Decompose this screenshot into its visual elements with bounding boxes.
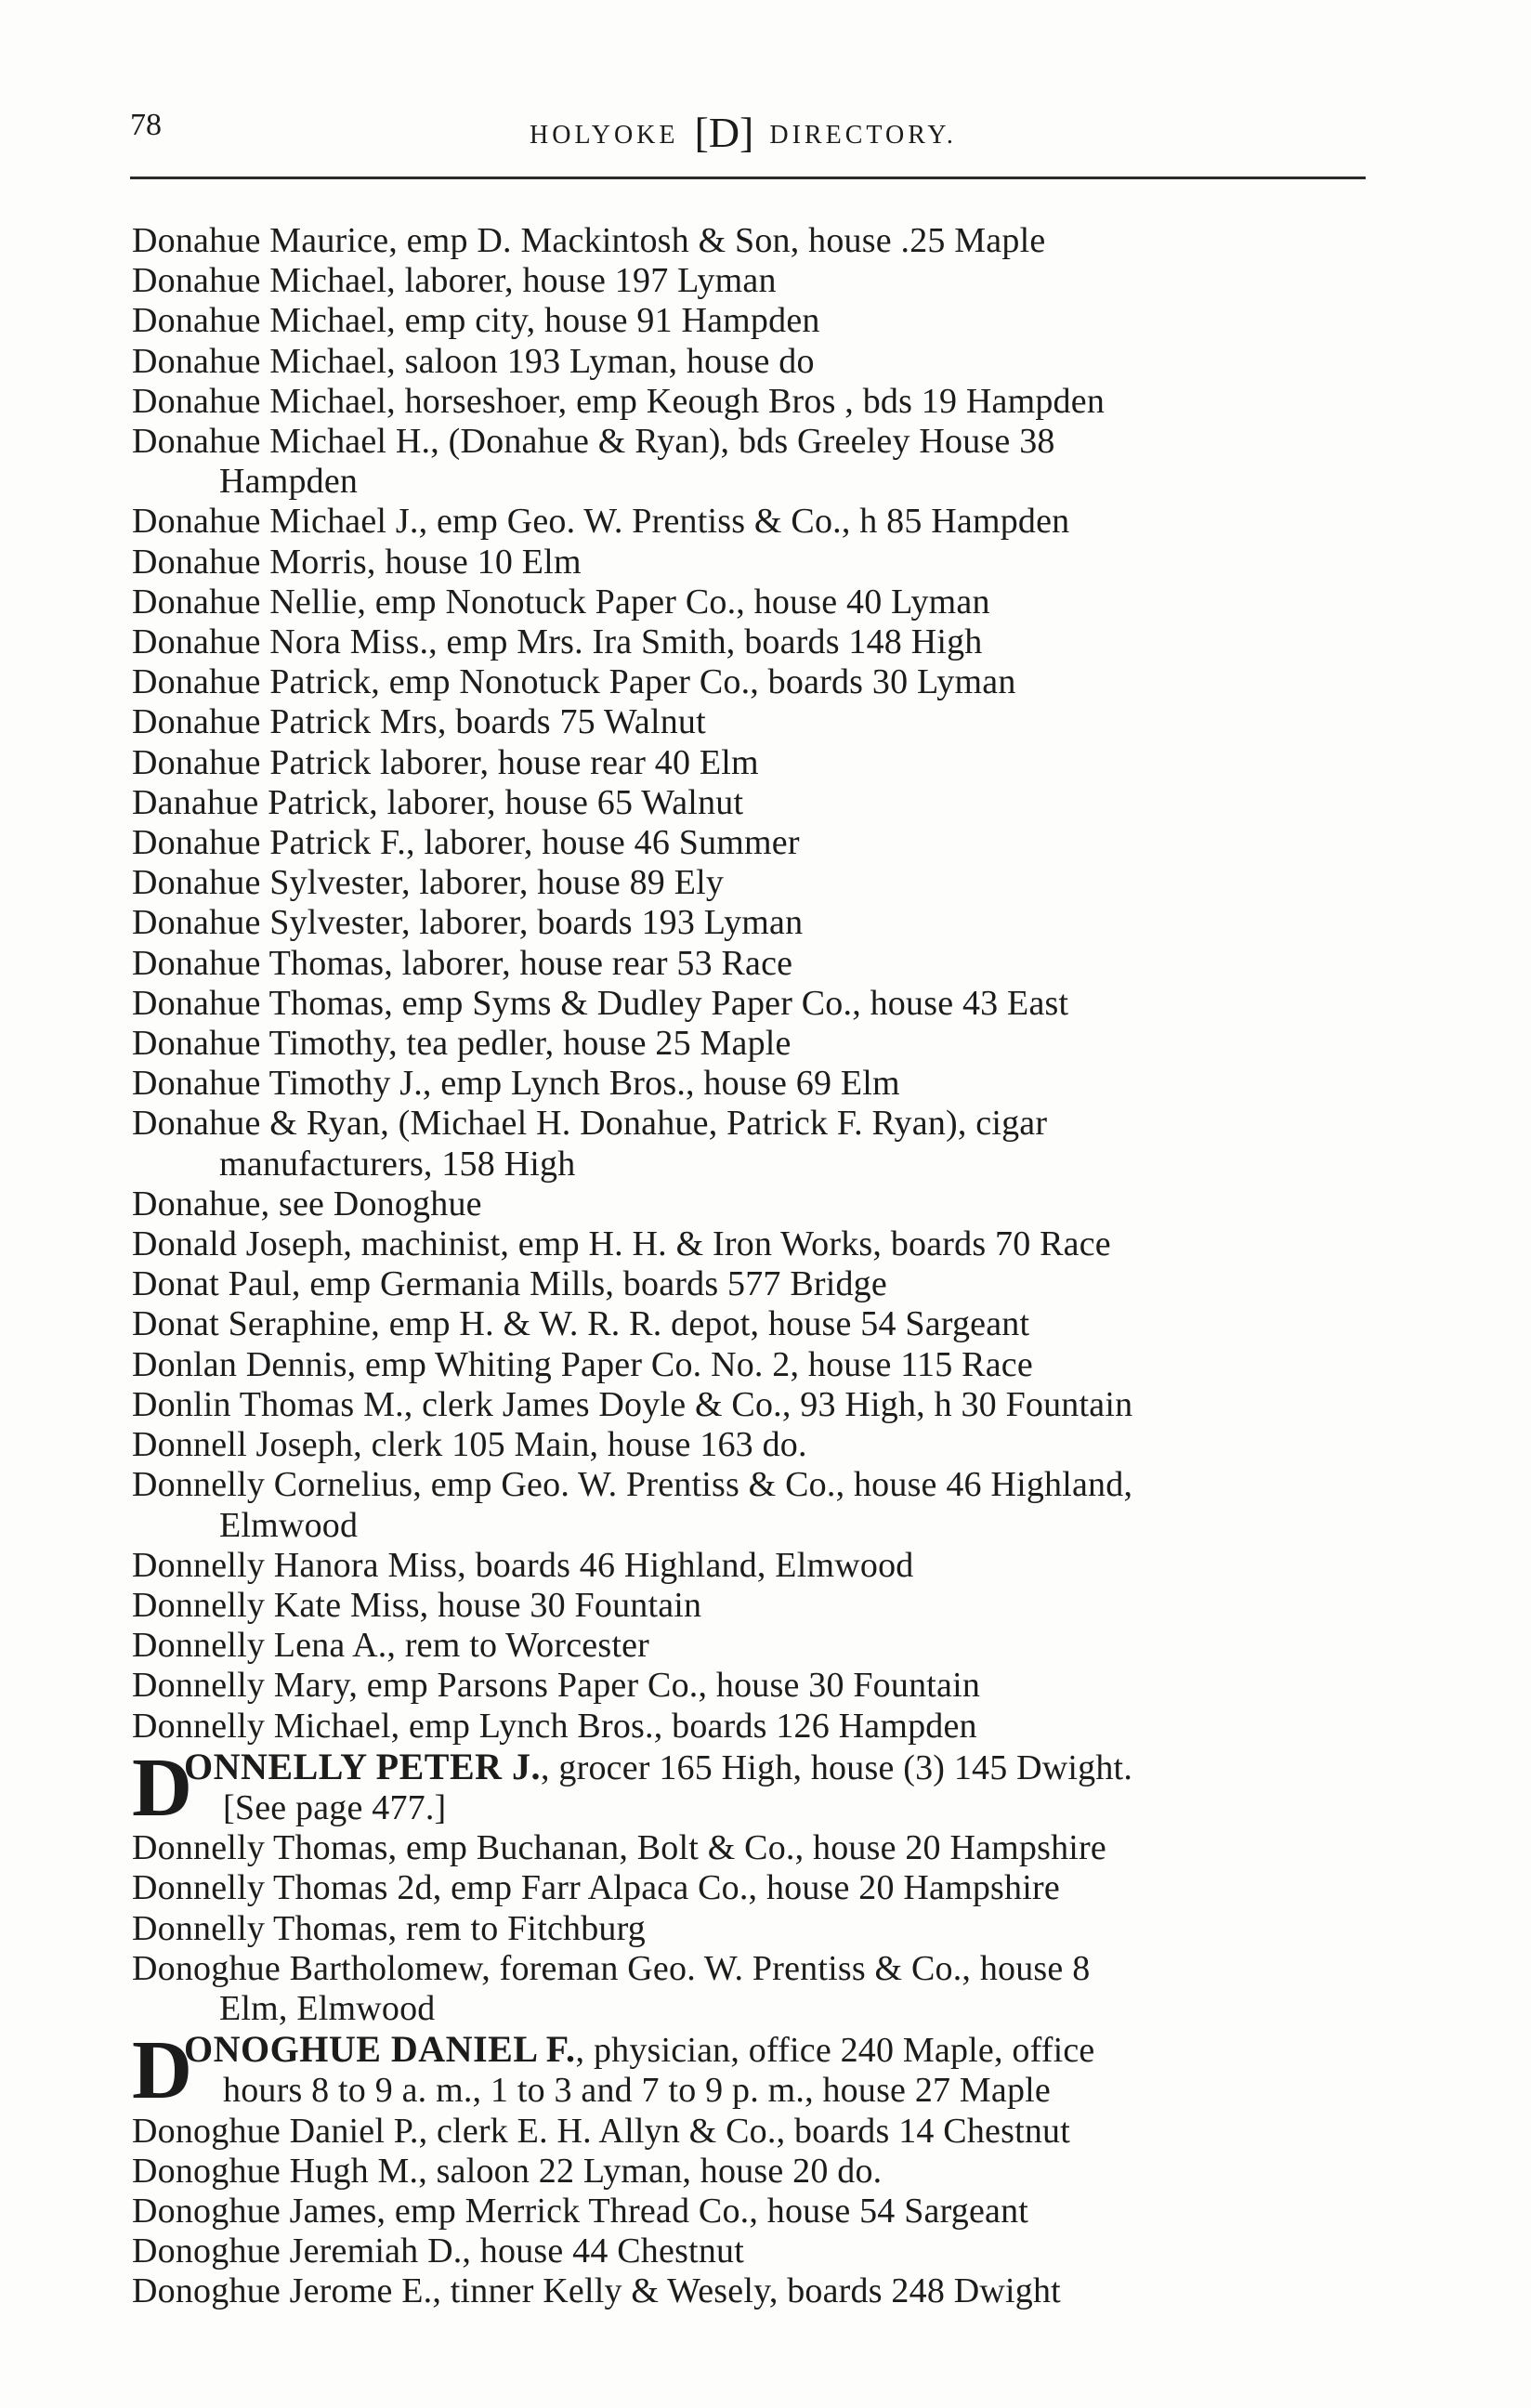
directory-entry xyxy=(132,1868,1377,1908)
running-title-letter: [D] xyxy=(694,109,754,156)
directory-entry xyxy=(132,2152,1377,2192)
entry-text: Donahue Thomas, emp Syms & Dudley Paper Co., house 43 East xyxy=(132,983,1069,1023)
running-title-left: HOLYOKE xyxy=(530,121,679,150)
directory-entry xyxy=(132,1586,1377,1626)
directory-entry xyxy=(132,2192,1377,2231)
featured-name: ONOGHUE DANIEL F. xyxy=(184,2028,576,2071)
entry-text: Donahue Nellie, emp Nonotuck Paper Co., house 40 Lyman xyxy=(132,582,990,622)
entry-text: Donahue Nora Miss., emp Mrs. Ira Smith, boards 148 High xyxy=(132,622,983,662)
directory-entry xyxy=(132,1546,1377,1586)
entry-text: Donnelly Thomas 2d, emp Farr Alpaca Co., house 20 Hampshire xyxy=(132,1868,1060,1908)
directory-entry xyxy=(132,1666,1377,1706)
entry-text: Donoghue Jerome E., tinner Kelly & Wesely, boards 248 Dwight xyxy=(132,2271,1061,2311)
entry-text: Donahue Patrick Mrs, boards 75 Walnut xyxy=(132,702,706,742)
directory-entry xyxy=(132,502,1377,542)
entry-text: Donnell Joseph, clerk 105 Main, house 163 do. xyxy=(132,1425,807,1465)
directory-entry xyxy=(132,622,1377,662)
directory-entry xyxy=(132,2112,1377,2152)
entry-text: Donahue Thomas, laborer, house rear 53 Race xyxy=(132,943,793,983)
entry-text: Donnelly Cornelius, emp Geo. W. Prentiss & Co., house 46 Highland, xyxy=(132,1465,1133,1505)
directory-entry xyxy=(132,261,1377,301)
entry-text: Donnelly Thomas, emp Buchanan, Bolt & Co., house 20 Hampshire xyxy=(132,1828,1106,1868)
directory-entry xyxy=(132,783,1377,823)
directory-entry xyxy=(132,1024,1377,1064)
running-title-right: DIRECTORY. xyxy=(769,121,957,150)
directory-entry xyxy=(132,1425,1377,1465)
directory-entry xyxy=(132,662,1377,702)
directory-entry xyxy=(132,1385,1377,1425)
directory-entry xyxy=(132,342,1377,382)
drop-cap: D xyxy=(132,1741,193,1834)
directory-entry xyxy=(132,1949,1377,2029)
entry-text: Donahue Michael, horseshoer, emp Keough Bros , bds 19 Hampden xyxy=(132,381,1106,421)
header-rule xyxy=(130,177,1366,179)
directory-entry xyxy=(132,1626,1377,1666)
entry-text: Donoghue James, emp Merrick Thread Co., house 54 Sargeant xyxy=(132,2191,1029,2231)
entry-text: Donahue Michael, laborer, house 197 Lyman xyxy=(132,261,777,301)
entry-text: Donahue Michael J., emp Geo. W. Prentiss & Co., h 85 Hampden xyxy=(132,502,1070,542)
directory-entry xyxy=(132,543,1377,582)
directory-entry xyxy=(132,1707,1377,1747)
entry-text: Donahue Timothy J., emp Lynch Bros., house 69 Elm xyxy=(132,1064,900,1104)
entry-continuation: manufacturers, 158 High xyxy=(219,1144,576,1184)
entry-text: Donat Paul, emp Germania Mills, boards 577 Bridge xyxy=(132,1264,887,1304)
entry-continuation: Hampden xyxy=(219,462,359,502)
entry-text: Donat Seraphine, emp H. & W. R. R. depot, house 54 Sargeant xyxy=(132,1304,1030,1344)
directory-entry xyxy=(132,1465,1377,1545)
entry-text: Donnelly Michael, emp Lynch Bros., boards 126 Hampden xyxy=(132,1706,977,1746)
entry-text: Donahue Michael, saloon 193 Lyman, house do xyxy=(132,341,815,381)
entry-text: Donoghue Daniel P., clerk E. H. Allyn & Co., boards 14 Chestnut xyxy=(132,2111,1071,2151)
entry-text: Donahue Patrick laborer, house rear 40 Elm xyxy=(132,742,759,782)
directory-entry xyxy=(132,582,1377,622)
entry-text: Donahue Patrick, emp Nonotuck Paper Co., boards 30 Lyman xyxy=(132,662,1016,702)
entry-continuation: [See page 477.] xyxy=(223,1787,447,1827)
directory-entries xyxy=(132,221,1377,2312)
directory-entry xyxy=(132,1224,1377,1264)
entry-text: , physician, office 240 Maple, office xyxy=(575,2031,1095,2071)
entry-text: Donahue & Ryan, (Michael H. Donahue, Patrick F. Ryan), cigar xyxy=(132,1104,1048,1144)
featured-listing xyxy=(132,2024,1377,2117)
directory-entry xyxy=(132,903,1377,943)
entry-text: Donahue Michael, emp city, house 91 Hampden xyxy=(132,301,820,341)
entry-text: Donnelly Thomas, rem to Fitchburg xyxy=(132,1908,646,1948)
directory-entry xyxy=(132,1104,1377,1184)
entry-text: Donahue Maurice, emp D. Mackintosh & Son, house .25 Maple xyxy=(132,221,1046,260)
directory-entry xyxy=(132,1345,1377,1385)
directory-entry xyxy=(132,221,1377,261)
directory-entry xyxy=(132,702,1377,742)
entry-text: , grocer 165 High, house (3) 145 Dwight. xyxy=(541,1747,1133,1787)
directory-entry xyxy=(132,2271,1377,2311)
entry-text: Donald Joseph, machinist, emp H. H. & Iron Works, boards 70 Race xyxy=(132,1224,1111,1264)
directory-entry xyxy=(132,863,1377,903)
entry-text: Donlin Thomas M., clerk James Doyle & Co., 93 High, h 30 Fountain xyxy=(132,1384,1133,1424)
entry-text: Danahue Patrick, laborer, house 65 Walnut xyxy=(132,782,744,822)
entry-continuation: Elm, Elmwood xyxy=(219,1988,436,2028)
directory-entry xyxy=(132,1828,1377,1868)
drop-cap: D xyxy=(132,2024,193,2117)
directory-entry xyxy=(132,301,1377,341)
entry-text: Donlan Dennis, emp Whiting Paper Co. No. 2, house 115 Race xyxy=(132,1344,1033,1384)
directory-entry xyxy=(132,1909,1377,1949)
directory-entry xyxy=(132,1184,1377,1224)
running-title xyxy=(530,108,957,157)
directory-entry xyxy=(132,944,1377,984)
page-number: 78 xyxy=(130,108,162,142)
entry-text: Donahue Sylvester, laborer, boards 193 Lyman xyxy=(132,903,804,943)
directory-entry xyxy=(132,984,1377,1024)
directory-entry xyxy=(132,1304,1377,1344)
entry-text: Donahue, see Donoghue xyxy=(132,1184,482,1224)
directory-entry xyxy=(132,823,1377,863)
entry-text: Donnelly Mary, emp Parsons Paper Co., house 30 Fountain xyxy=(132,1666,981,1706)
directory-entry xyxy=(132,422,1377,502)
directory-entry xyxy=(132,382,1377,422)
entry-text: Donnelly Lena A., rem to Worcester xyxy=(132,1626,650,1666)
entry-text: Donahue Timothy, tea pedler, house 25 Maple xyxy=(132,1024,792,1064)
page-header xyxy=(130,100,1366,156)
entry-text: Donoghue Jeremiah D., house 44 Chestnut xyxy=(132,2231,744,2271)
featured-name: ONNELLY PETER J. xyxy=(184,1745,542,1787)
entry-continuation: hours 8 to 9 a. m., 1 to 3 and 7 to 9 p. m., house 27 Maple xyxy=(223,2071,1051,2111)
directory-entry xyxy=(132,2231,1377,2271)
entry-text: Donahue Sylvester, laborer, house 89 Ely xyxy=(132,863,725,903)
entry-text: Donnelly Hanora Miss, boards 46 Highland, Elmwood xyxy=(132,1545,914,1585)
entry-text: Donahue Michael H., (Donahue & Ryan), bds Greeley House 38 xyxy=(132,422,1055,462)
entry-text: Donnelly Kate Miss, house 30 Fountain xyxy=(132,1585,702,1625)
entry-text: Donahue Morris, house 10 Elm xyxy=(132,542,582,582)
entry-text: Donahue Patrick F., laborer, house 46 Summer xyxy=(132,823,800,863)
entry-continuation: Elmwood xyxy=(219,1505,359,1545)
entry-text: Donoghue Hugh M., saloon 22 Lyman, house 20 do. xyxy=(132,2151,883,2191)
directory-entry xyxy=(132,1264,1377,1304)
entry-text: Donoghue Bartholomew, foreman Geo. W. Prentiss & Co., house 8 xyxy=(132,1948,1091,1988)
directory-entry xyxy=(132,1064,1377,1104)
featured-listing xyxy=(132,1741,1377,1834)
directory-entry xyxy=(132,743,1377,783)
